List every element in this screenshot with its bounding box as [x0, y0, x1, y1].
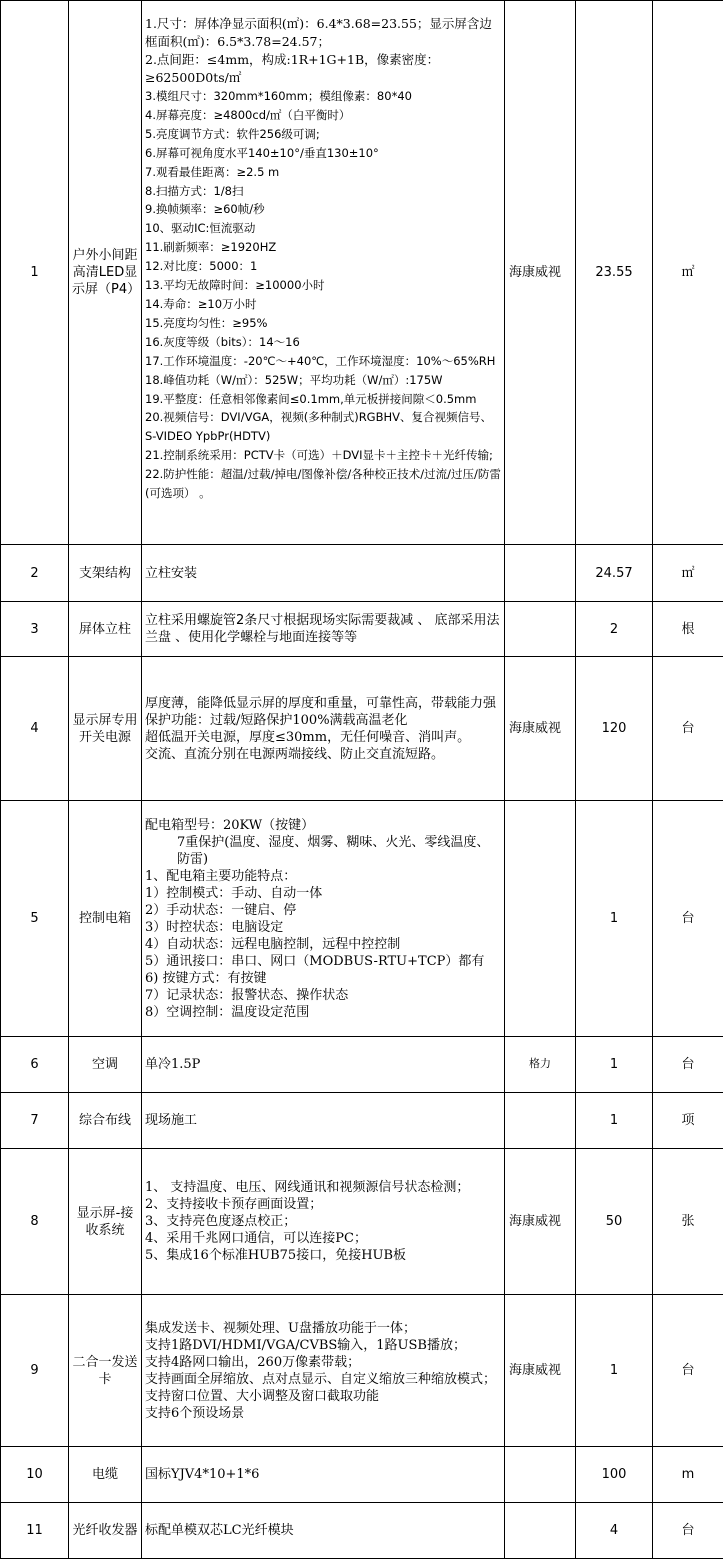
spec-line: 9.换帧频率：≥60帧/秒: [145, 202, 265, 217]
spec-line: 4.屏幕亮度：≥4800cd/㎡（白平衡时）: [145, 107, 351, 122]
item-unit: 台: [653, 1037, 723, 1093]
spec-line: 集成发送卡、视频处理、U盘播放功能于一体；: [145, 1320, 416, 1336]
spec-line: 6) 按键方式：有按键: [145, 970, 267, 986]
table-row: [1, 1295, 723, 1447]
spec-line: 2）手动状态：一键启、停: [145, 902, 297, 918]
item-quantity: 24.57: [576, 545, 653, 602]
item-name: 二合一发送卡: [69, 1295, 142, 1447]
row-number: 4: [1, 657, 69, 801]
row-number: 3: [1, 602, 69, 657]
spec-line: 1、配电箱主要功能特点：: [145, 868, 297, 884]
item-brand: [505, 602, 576, 657]
spec-line: 立柱安装: [145, 565, 198, 581]
item-name: 电缆: [69, 1447, 142, 1503]
spec-line: 现场施工: [145, 1113, 198, 1128]
spec-line: 立柱采用螺旋管2条尺寸根据现场实际需要裁减 、 底部采用法兰盘 、使用化学螺栓与地面连接等等: [145, 613, 500, 645]
spec-line: 国标YJV4*10+1*6: [145, 1467, 260, 1482]
item-quantity: 1: [576, 1037, 653, 1093]
spec-line: 支持6个预设场景: [145, 1405, 245, 1421]
item-spec: [142, 1037, 505, 1093]
spec-line: 13.平均无故障时间：≥10000小时: [145, 278, 325, 293]
spec-line: 超低温开关电源，厚度≤30mm，无任何噪音、消叫声。: [145, 729, 471, 745]
row-number: 1: [1, 1, 69, 545]
item-unit: 项: [653, 1093, 723, 1149]
item-unit: 台: [653, 1295, 723, 1447]
spec-line: 5、集成16个标准HUB75接口，免接HUB板: [145, 1248, 407, 1263]
item-brand: 海康威视: [505, 1149, 576, 1295]
row-number: 8: [1, 1149, 69, 1295]
item-brand: 格力: [505, 1037, 576, 1093]
spec-line: 5）通讯接口：串口、网口（MODBUS-RTU+TCP）都有: [145, 953, 485, 969]
table-row: [1, 545, 723, 602]
item-unit: 台: [653, 801, 723, 1037]
table-row: [1, 801, 723, 1037]
item-spec: [142, 657, 505, 801]
table-row: [1, 1093, 723, 1149]
spec-line: 18.峰值功耗（W/㎡）：525W；平均功耗（W/㎡）:175W: [145, 372, 443, 387]
table-row: [1, 1503, 723, 1559]
item-name: 显示屏专用开关电源: [69, 657, 142, 801]
spec-line: 19.平整度：任意相邻像素间≤0.1mm,单元板拼接间隙＜0.5mm: [145, 391, 477, 406]
spec-line: 3、支持亮色度逐点校正；: [145, 1214, 297, 1229]
item-brand: [505, 1447, 576, 1503]
spec-line: 20.视频信号：DVI/VGA，视频(多种制式)RGBHV、复合视频信号、S-VIDEO YpbPr(HDTV): [145, 410, 492, 444]
spec-line: 8）空调控制：温度设定范围: [145, 1004, 310, 1020]
item-name: 显示屏-接收系统: [69, 1149, 142, 1295]
item-name: 控制电箱: [69, 801, 142, 1037]
spec-line: 15.亮度均匀性：≥95%: [145, 315, 268, 330]
spec-line: 1.尺寸：屏体净显示面积(㎡)：6.4*3.68=23.55；显示屏含边框面积(㎡)：6.5*3.78=24.57；: [145, 16, 492, 49]
table-row: [1, 602, 723, 657]
spec-line: 7重保护(温度、湿度、烟雾、糊味、火光、零线温度、防雷): [177, 834, 490, 867]
spec-line: 6.屏幕可视角度水平140±10°/垂直130±10°: [145, 145, 379, 160]
item-brand: [505, 545, 576, 602]
spec-line: 3.模组尺寸：320mm*160mm；模组像素：80*40: [145, 89, 412, 103]
item-brand: [505, 1503, 576, 1559]
spec-line: 11.刷新频率：≥1920HZ: [145, 240, 277, 255]
spec-line: 单冷1.5P: [145, 1057, 201, 1072]
spec-line: 支持4路网口输出，260万像素带载；: [145, 1354, 361, 1370]
item-unit: 根: [653, 602, 723, 657]
spec-line: 3）时控状态：电脑设定: [145, 919, 284, 935]
table-row: [1, 1447, 723, 1503]
spec-line: 14.寿命：≥10万小时: [145, 296, 257, 311]
item-spec: [142, 1149, 505, 1295]
spec-line: 4、采用千兆网口通信，可以连接PC；: [145, 1231, 367, 1246]
row-number: 5: [1, 801, 69, 1037]
item-quantity: 1: [576, 801, 653, 1037]
table-row: [1, 1, 723, 545]
row-number: 10: [1, 1447, 69, 1503]
item-name: 光纤收发器: [69, 1503, 142, 1559]
row-number: 2: [1, 545, 69, 602]
item-name: 空调: [69, 1037, 142, 1093]
spec-line: 2、支持接收卡预存画面设置；: [145, 1197, 323, 1212]
spec-line: 22.防护性能：超温/过载/掉电/图像补偿/各种校正技术/过流/过压/防雷(可选项） 。: [145, 467, 501, 501]
item-spec: [142, 1093, 505, 1149]
item-brand: 海康威视: [505, 657, 576, 801]
item-brand: [505, 801, 576, 1037]
item-quantity: 1: [576, 1295, 653, 1447]
spec-line: 5.亮度调节方式：软件256级可调;: [145, 126, 320, 141]
item-quantity: 2: [576, 602, 653, 657]
spec-line: 厚度薄，能降低显示屏的厚度和重量，可靠性高，带载能力强: [145, 695, 497, 711]
item-quantity: 100: [576, 1447, 653, 1503]
spec-line: 1、 支持温度、电压、网线通讯和视频源信号状态检测；: [145, 1180, 470, 1195]
row-number: 9: [1, 1295, 69, 1447]
item-name: 支架结构: [69, 545, 142, 602]
item-spec: [142, 801, 505, 1037]
item-unit: 台: [653, 657, 723, 801]
spec-line: 8.扫描方式：1/8扫: [145, 183, 244, 198]
item-unit: 张: [653, 1149, 723, 1295]
item-unit: ㎡: [653, 545, 723, 602]
spec-line: 7.观看最佳距离：≥2.5 m: [145, 164, 280, 179]
item-name: 户外小间距高清LED显示屏（P4）: [69, 1, 142, 545]
row-number: 6: [1, 1037, 69, 1093]
item-quantity: 23.55: [576, 1, 653, 545]
row-number: 11: [1, 1503, 69, 1559]
item-brand: 海康威视: [505, 1295, 576, 1447]
item-unit: m: [653, 1447, 723, 1503]
spec-line: 17.工作环境温度：-20℃～+40℃，工作环境湿度：10%～65%RH: [145, 353, 496, 368]
spec-line: 保护功能：过载/短路保护100%满载高温老化: [145, 712, 408, 728]
spec-line: 10、驱动IC:恒流驱动: [145, 221, 256, 236]
item-spec: [142, 1447, 505, 1503]
item-spec: [142, 545, 505, 602]
spec-line: 配电箱型号：20KW（按键）: [145, 817, 315, 833]
spec-line: 支持窗口位置、大小调整及窗口截取功能: [145, 1388, 380, 1404]
spec-line: 2.点间距：≤4mm，构成:1R+1G+1B，像素密度：≥62500D0ts/㎡: [145, 52, 440, 85]
item-quantity: 4: [576, 1503, 653, 1559]
spec-line: 交流、直流分别在电源两端接线、防止交直流短路。: [145, 746, 445, 762]
item-brand: [505, 1093, 576, 1149]
spec-line: 标配单模双芯LC光纤模块: [145, 1523, 294, 1538]
item-spec: [142, 1, 505, 545]
item-spec: [142, 602, 505, 657]
item-name: 屏体立柱: [69, 602, 142, 657]
item-name: 综合布线: [69, 1093, 142, 1149]
spec-line: 16.灰度等级（bits）：14～16: [145, 334, 300, 349]
spec-line: 支持画面全屏缩放、点对点显示、自定义缩放三种缩放模式；: [145, 1371, 497, 1387]
item-quantity: 50: [576, 1149, 653, 1295]
item-unit: ㎡: [653, 1, 723, 545]
spec-line: 支持1路DVI/HDMI/VGA/CVBS输入，1路USB播放；: [145, 1337, 466, 1353]
item-brand: 海康威视: [505, 1, 576, 545]
spec-line: 12.对比度：5000：1: [145, 259, 258, 274]
table-row: [1, 657, 723, 801]
spec-line: 1）控制模式：手动、自动一体: [145, 885, 323, 901]
item-quantity: 1: [576, 1093, 653, 1149]
item-spec: [142, 1503, 505, 1559]
table-row: [1, 1149, 723, 1295]
item-unit: 台: [653, 1503, 723, 1559]
spec-line: 7）记录状态：报警状态、操作状态: [145, 987, 349, 1003]
row-number: 7: [1, 1093, 69, 1149]
item-quantity: 120: [576, 657, 653, 801]
item-spec: [142, 1295, 505, 1447]
spec-line: 21.控制系统采用：PCTV卡（可选）＋DVI显卡＋主控卡＋光纤传输;: [145, 448, 493, 463]
table-row: [1, 1037, 723, 1093]
spec-line: 4）自动状态：远程电脑控制，远程中控控制: [145, 936, 401, 952]
